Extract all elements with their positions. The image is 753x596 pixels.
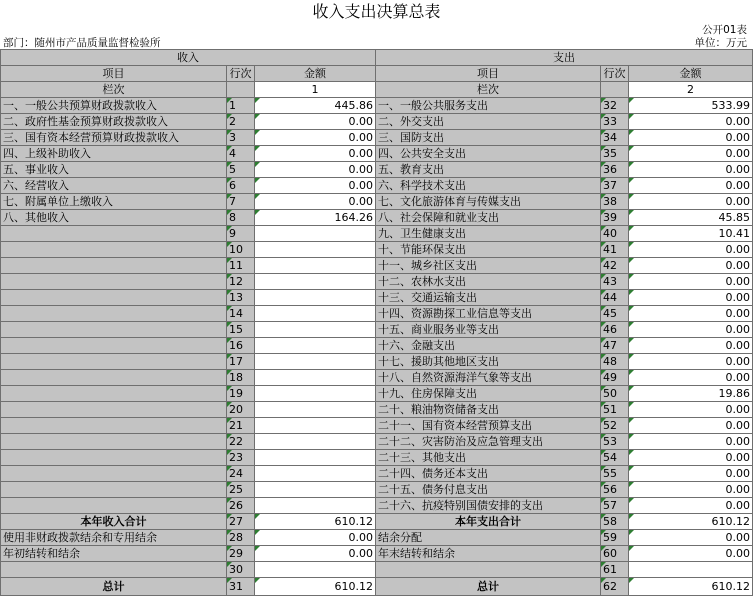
table-row — [1, 146, 753, 162]
table-row — [1, 178, 753, 194]
expense-amount: 0.00 — [629, 290, 753, 306]
table-row — [1, 386, 753, 402]
income-amount — [255, 290, 376, 306]
expense-column-label: 栏次 — [376, 82, 601, 98]
income-item-label — [1, 258, 227, 274]
income-item-label — [1, 482, 227, 498]
expense-item-label: 十六、金融支出 — [376, 338, 601, 354]
income-item-label — [1, 498, 227, 514]
income-item-label: 七、附属单位上缴收入 — [1, 194, 227, 210]
income-item-label: 八、其他收入 — [1, 210, 227, 226]
expense-item-header: 项目 — [376, 66, 601, 82]
income-amount: 0.00 — [255, 194, 376, 210]
expense-amount: 610.12 — [629, 578, 753, 596]
income-line-number: 27 — [227, 514, 255, 530]
expense-item-label: 十七、援助其他地区支出 — [376, 354, 601, 370]
income-amount — [255, 322, 376, 338]
income-expense-table — [0, 49, 753, 596]
table-row — [1, 162, 753, 178]
income-amount: 164.26 — [255, 210, 376, 226]
column-header-row — [1, 66, 753, 82]
income-item-label — [1, 402, 227, 418]
expense-item-label: 六、科学技术支出 — [376, 178, 601, 194]
expense-line-number: 48 — [601, 354, 629, 370]
expense-line-number: 36 — [601, 162, 629, 178]
income-amount — [255, 354, 376, 370]
expense-item-label: 八、社会保障和就业支出 — [376, 210, 601, 226]
income-item-label: 二、政府性基金预算财政拨款收入 — [1, 114, 227, 130]
expense-item-label: 十二、农林水支出 — [376, 274, 601, 290]
table-row — [1, 466, 753, 482]
income-line-number: 23 — [227, 450, 255, 466]
expense-item-label: 二、外交支出 — [376, 114, 601, 130]
income-line-number: 8 — [227, 210, 255, 226]
income-item-label — [1, 418, 227, 434]
income-amount: 445.86 — [255, 98, 376, 114]
expense-line-number: 50 — [601, 386, 629, 402]
income-line-number: 14 — [227, 306, 255, 322]
income-amount — [255, 338, 376, 354]
expense-amount: 0.00 — [629, 338, 753, 354]
income-line-number: 17 — [227, 354, 255, 370]
expense-amount: 0.00 — [629, 162, 753, 178]
income-item-label — [1, 562, 227, 578]
expense-line-number: 37 — [601, 178, 629, 194]
income-line-number: 1 — [227, 98, 255, 114]
income-item-label: 总计 — [1, 578, 227, 596]
expense-amount: 0.00 — [629, 130, 753, 146]
expense-line-number: 42 — [601, 258, 629, 274]
expense-amount: 0.00 — [629, 418, 753, 434]
income-line-number: 26 — [227, 498, 255, 514]
income-item-label — [1, 466, 227, 482]
table-row — [1, 130, 753, 146]
expense-item-label: 四、公共安全支出 — [376, 146, 601, 162]
expense-item-label: 二十六、抗疫特别国债安排的支出 — [376, 498, 601, 514]
income-line-number: 20 — [227, 402, 255, 418]
expense-amount: 0.00 — [629, 194, 753, 210]
income-item-label: 四、上级补助收入 — [1, 146, 227, 162]
income-amount: 0.00 — [255, 178, 376, 194]
expense-line-number: 32 — [601, 98, 629, 114]
expense-column-number: 2 — [629, 82, 753, 98]
income-amount-header: 金额 — [255, 66, 376, 82]
expense-line-number: 34 — [601, 130, 629, 146]
expense-item-label: 十、节能环保支出 — [376, 242, 601, 258]
expense-amount: 0.00 — [629, 258, 753, 274]
income-amount: 0.00 — [255, 162, 376, 178]
income-item-label — [1, 306, 227, 322]
expense-line-number: 55 — [601, 466, 629, 482]
income-column-number: 1 — [255, 82, 376, 98]
expense-line-number: 41 — [601, 242, 629, 258]
expense-line-number: 44 — [601, 290, 629, 306]
expense-item-label: 七、文化旅游体育与传媒支出 — [376, 194, 601, 210]
expense-item-label: 二十、粮油物资储备支出 — [376, 402, 601, 418]
income-amount — [255, 562, 376, 578]
income-line-number: 16 — [227, 338, 255, 354]
subtotal-row — [1, 514, 753, 530]
income-line-number: 15 — [227, 322, 255, 338]
income-item-label — [1, 354, 227, 370]
table-row — [1, 546, 753, 562]
expense-line-number: 62 — [601, 578, 629, 596]
income-item-label — [1, 242, 227, 258]
expense-amount: 19.86 — [629, 386, 753, 402]
department-label: 部门：随州市产品质量监督检验所 — [3, 37, 161, 49]
income-amount — [255, 242, 376, 258]
table-row — [1, 98, 753, 114]
expense-item-label: 十一、城乡社区支出 — [376, 258, 601, 274]
expense-amount: 0.00 — [629, 178, 753, 194]
income-line-number: 22 — [227, 434, 255, 450]
income-amount: 0.00 — [255, 530, 376, 546]
income-line-number: 5 — [227, 162, 255, 178]
section-header-row — [1, 50, 753, 66]
table-row — [1, 210, 753, 226]
expense-line-number: 56 — [601, 482, 629, 498]
income-line-number: 31 — [227, 578, 255, 596]
income-line-number: 6 — [227, 178, 255, 194]
expense-amount: 0.00 — [629, 322, 753, 338]
expense-amount: 0.00 — [629, 354, 753, 370]
expense-amount-header: 金额 — [629, 66, 753, 82]
income-item-label — [1, 274, 227, 290]
income-item-label — [1, 338, 227, 354]
expense-line-number: 53 — [601, 434, 629, 450]
income-line-number: 21 — [227, 418, 255, 434]
expense-line-number: 49 — [601, 370, 629, 386]
income-line-number: 4 — [227, 146, 255, 162]
income-item-label — [1, 290, 227, 306]
expense-amount: 0.00 — [629, 530, 753, 546]
expense-item-label: 五、教育支出 — [376, 162, 601, 178]
table-row — [1, 338, 753, 354]
income-line-number: 29 — [227, 546, 255, 562]
expense-item-label — [376, 562, 601, 578]
expense-line-number: 47 — [601, 338, 629, 354]
income-item-label: 六、经营收入 — [1, 178, 227, 194]
income-item-label — [1, 386, 227, 402]
expense-item-label: 二十三、其他支出 — [376, 450, 601, 466]
expense-item-label: 二十五、债务付息支出 — [376, 482, 601, 498]
table-row — [1, 418, 753, 434]
expense-amount: 533.99 — [629, 98, 753, 114]
income-item-label — [1, 322, 227, 338]
income-column-label: 栏次 — [1, 82, 227, 98]
expense-line-number: 60 — [601, 546, 629, 562]
income-amount — [255, 226, 376, 242]
income-line-number: 12 — [227, 274, 255, 290]
income-line-number: 24 — [227, 466, 255, 482]
table-row — [1, 322, 753, 338]
income-line-number: 7 — [227, 194, 255, 210]
income-line-number: 18 — [227, 370, 255, 386]
table-row — [1, 370, 753, 386]
income-amount — [255, 306, 376, 322]
table-row — [1, 354, 753, 370]
income-line-number: 19 — [227, 386, 255, 402]
expense-line-number: 39 — [601, 210, 629, 226]
expense-item-label: 年末结转和结余 — [376, 546, 601, 562]
income-amount — [255, 450, 376, 466]
income-amount — [255, 482, 376, 498]
expense-amount: 0.00 — [629, 402, 753, 418]
expense-item-label: 十五、商业服务业等支出 — [376, 322, 601, 338]
table-row — [1, 306, 753, 322]
expense-amount: 10.41 — [629, 226, 753, 242]
expense-line-number: 61 — [601, 562, 629, 578]
income-item-label — [1, 450, 227, 466]
expense-line-number: 54 — [601, 450, 629, 466]
income-section-header: 收入 — [1, 50, 376, 66]
expense-amount: 45.85 — [629, 210, 753, 226]
expense-line-number: 33 — [601, 114, 629, 130]
expense-line-number: 51 — [601, 402, 629, 418]
table-row — [1, 498, 753, 514]
table-row — [1, 258, 753, 274]
form-code: 公开01表 — [702, 24, 747, 36]
expense-amount: 0.00 — [629, 450, 753, 466]
income-amount: 610.12 — [255, 514, 376, 530]
income-amount — [255, 418, 376, 434]
income-item-label: 三、国有资本经营预算财政拨款收入 — [1, 130, 227, 146]
income-item-label — [1, 434, 227, 450]
income-item-label — [1, 370, 227, 386]
expense-line-number: 59 — [601, 530, 629, 546]
income-line-number: 11 — [227, 258, 255, 274]
income-line-number: 3 — [227, 130, 255, 146]
income-amount: 0.00 — [255, 130, 376, 146]
expense-amount: 0.00 — [629, 482, 753, 498]
income-amount — [255, 434, 376, 450]
table-row — [1, 226, 753, 242]
expense-item-label: 十三、交通运输支出 — [376, 290, 601, 306]
income-amount — [255, 370, 376, 386]
expense-amount: 0.00 — [629, 546, 753, 562]
income-amount: 610.12 — [255, 578, 376, 596]
income-line-number: 9 — [227, 226, 255, 242]
income-item-label: 五、事业收入 — [1, 162, 227, 178]
expense-amount: 0.00 — [629, 114, 753, 130]
income-line-number: 30 — [227, 562, 255, 578]
grand-total-row — [1, 578, 753, 596]
expense-item-label: 十四、资源勘探工业信息等支出 — [376, 306, 601, 322]
expense-item-label: 结余分配 — [376, 530, 601, 546]
income-item-label: 本年收入合计 — [1, 514, 227, 530]
expense-line-number: 57 — [601, 498, 629, 514]
table-row — [1, 482, 753, 498]
expense-item-label: 二十一、国有资本经营预算支出 — [376, 418, 601, 434]
column-index-row — [1, 82, 753, 98]
income-line-number: 25 — [227, 482, 255, 498]
income-amount — [255, 386, 376, 402]
expense-item-label: 九、卫生健康支出 — [376, 226, 601, 242]
income-line-number: 13 — [227, 290, 255, 306]
expense-item-label: 一、一般公共服务支出 — [376, 98, 601, 114]
expense-line-number: 35 — [601, 146, 629, 162]
expense-amount: 0.00 — [629, 466, 753, 482]
income-item-label — [1, 226, 227, 242]
income-amount — [255, 466, 376, 482]
expense-line-number: 43 — [601, 274, 629, 290]
expense-line-number: 58 — [601, 514, 629, 530]
income-item-header: 项目 — [1, 66, 227, 82]
income-line-header: 行次 — [227, 66, 255, 82]
expense-item-label: 十九、住房保障支出 — [376, 386, 601, 402]
expense-line-number: 52 — [601, 418, 629, 434]
expense-line-number: 40 — [601, 226, 629, 242]
income-amount — [255, 258, 376, 274]
expense-section-header: 支出 — [376, 50, 753, 66]
expense-amount: 0.00 — [629, 146, 753, 162]
expense-item-label: 二十四、债务还本支出 — [376, 466, 601, 482]
income-amount — [255, 498, 376, 514]
income-item-label: 使用非财政拨款结余和专用结余 — [1, 530, 227, 546]
table-row — [1, 530, 753, 546]
expense-amount: 0.00 — [629, 434, 753, 450]
expense-amount: 0.00 — [629, 306, 753, 322]
income-amount — [255, 274, 376, 290]
expense-item-label: 三、国防支出 — [376, 130, 601, 146]
table-row — [1, 434, 753, 450]
income-line-number: 28 — [227, 530, 255, 546]
income-amount: 0.00 — [255, 546, 376, 562]
table-row — [1, 290, 753, 306]
income-line-number: 10 — [227, 242, 255, 258]
expense-item-label: 本年支出合计 — [376, 514, 601, 530]
expense-amount: 610.12 — [629, 514, 753, 530]
income-item-label: 一、一般公共预算财政拨款收入 — [1, 98, 227, 114]
table-row — [1, 562, 753, 578]
table-row — [1, 194, 753, 210]
expense-column-spacer — [601, 82, 629, 98]
income-amount — [255, 402, 376, 418]
table-row — [1, 114, 753, 130]
expense-amount: 0.00 — [629, 242, 753, 258]
income-item-label: 年初结转和结余 — [1, 546, 227, 562]
expense-amount: 0.00 — [629, 274, 753, 290]
income-column-spacer — [227, 82, 255, 98]
expense-item-label: 总计 — [376, 578, 601, 596]
income-line-number: 2 — [227, 114, 255, 130]
income-amount: 0.00 — [255, 146, 376, 162]
expense-amount: 0.00 — [629, 370, 753, 386]
expense-line-number: 46 — [601, 322, 629, 338]
expense-amount: 0.00 — [629, 498, 753, 514]
unit-label: 单位：万元 — [694, 37, 747, 49]
expense-line-header: 行次 — [601, 66, 629, 82]
table-row — [1, 450, 753, 466]
report-title: 收入支出决算总表 — [312, 2, 441, 21]
table-row — [1, 402, 753, 418]
table-row — [1, 242, 753, 258]
expense-line-number: 45 — [601, 306, 629, 322]
income-amount: 0.00 — [255, 114, 376, 130]
expense-item-label: 十八、自然资源海洋气象等支出 — [376, 370, 601, 386]
expense-item-label: 二十二、灾害防治及应急管理支出 — [376, 434, 601, 450]
expense-amount — [629, 562, 753, 578]
expense-line-number: 38 — [601, 194, 629, 210]
table-row — [1, 274, 753, 290]
